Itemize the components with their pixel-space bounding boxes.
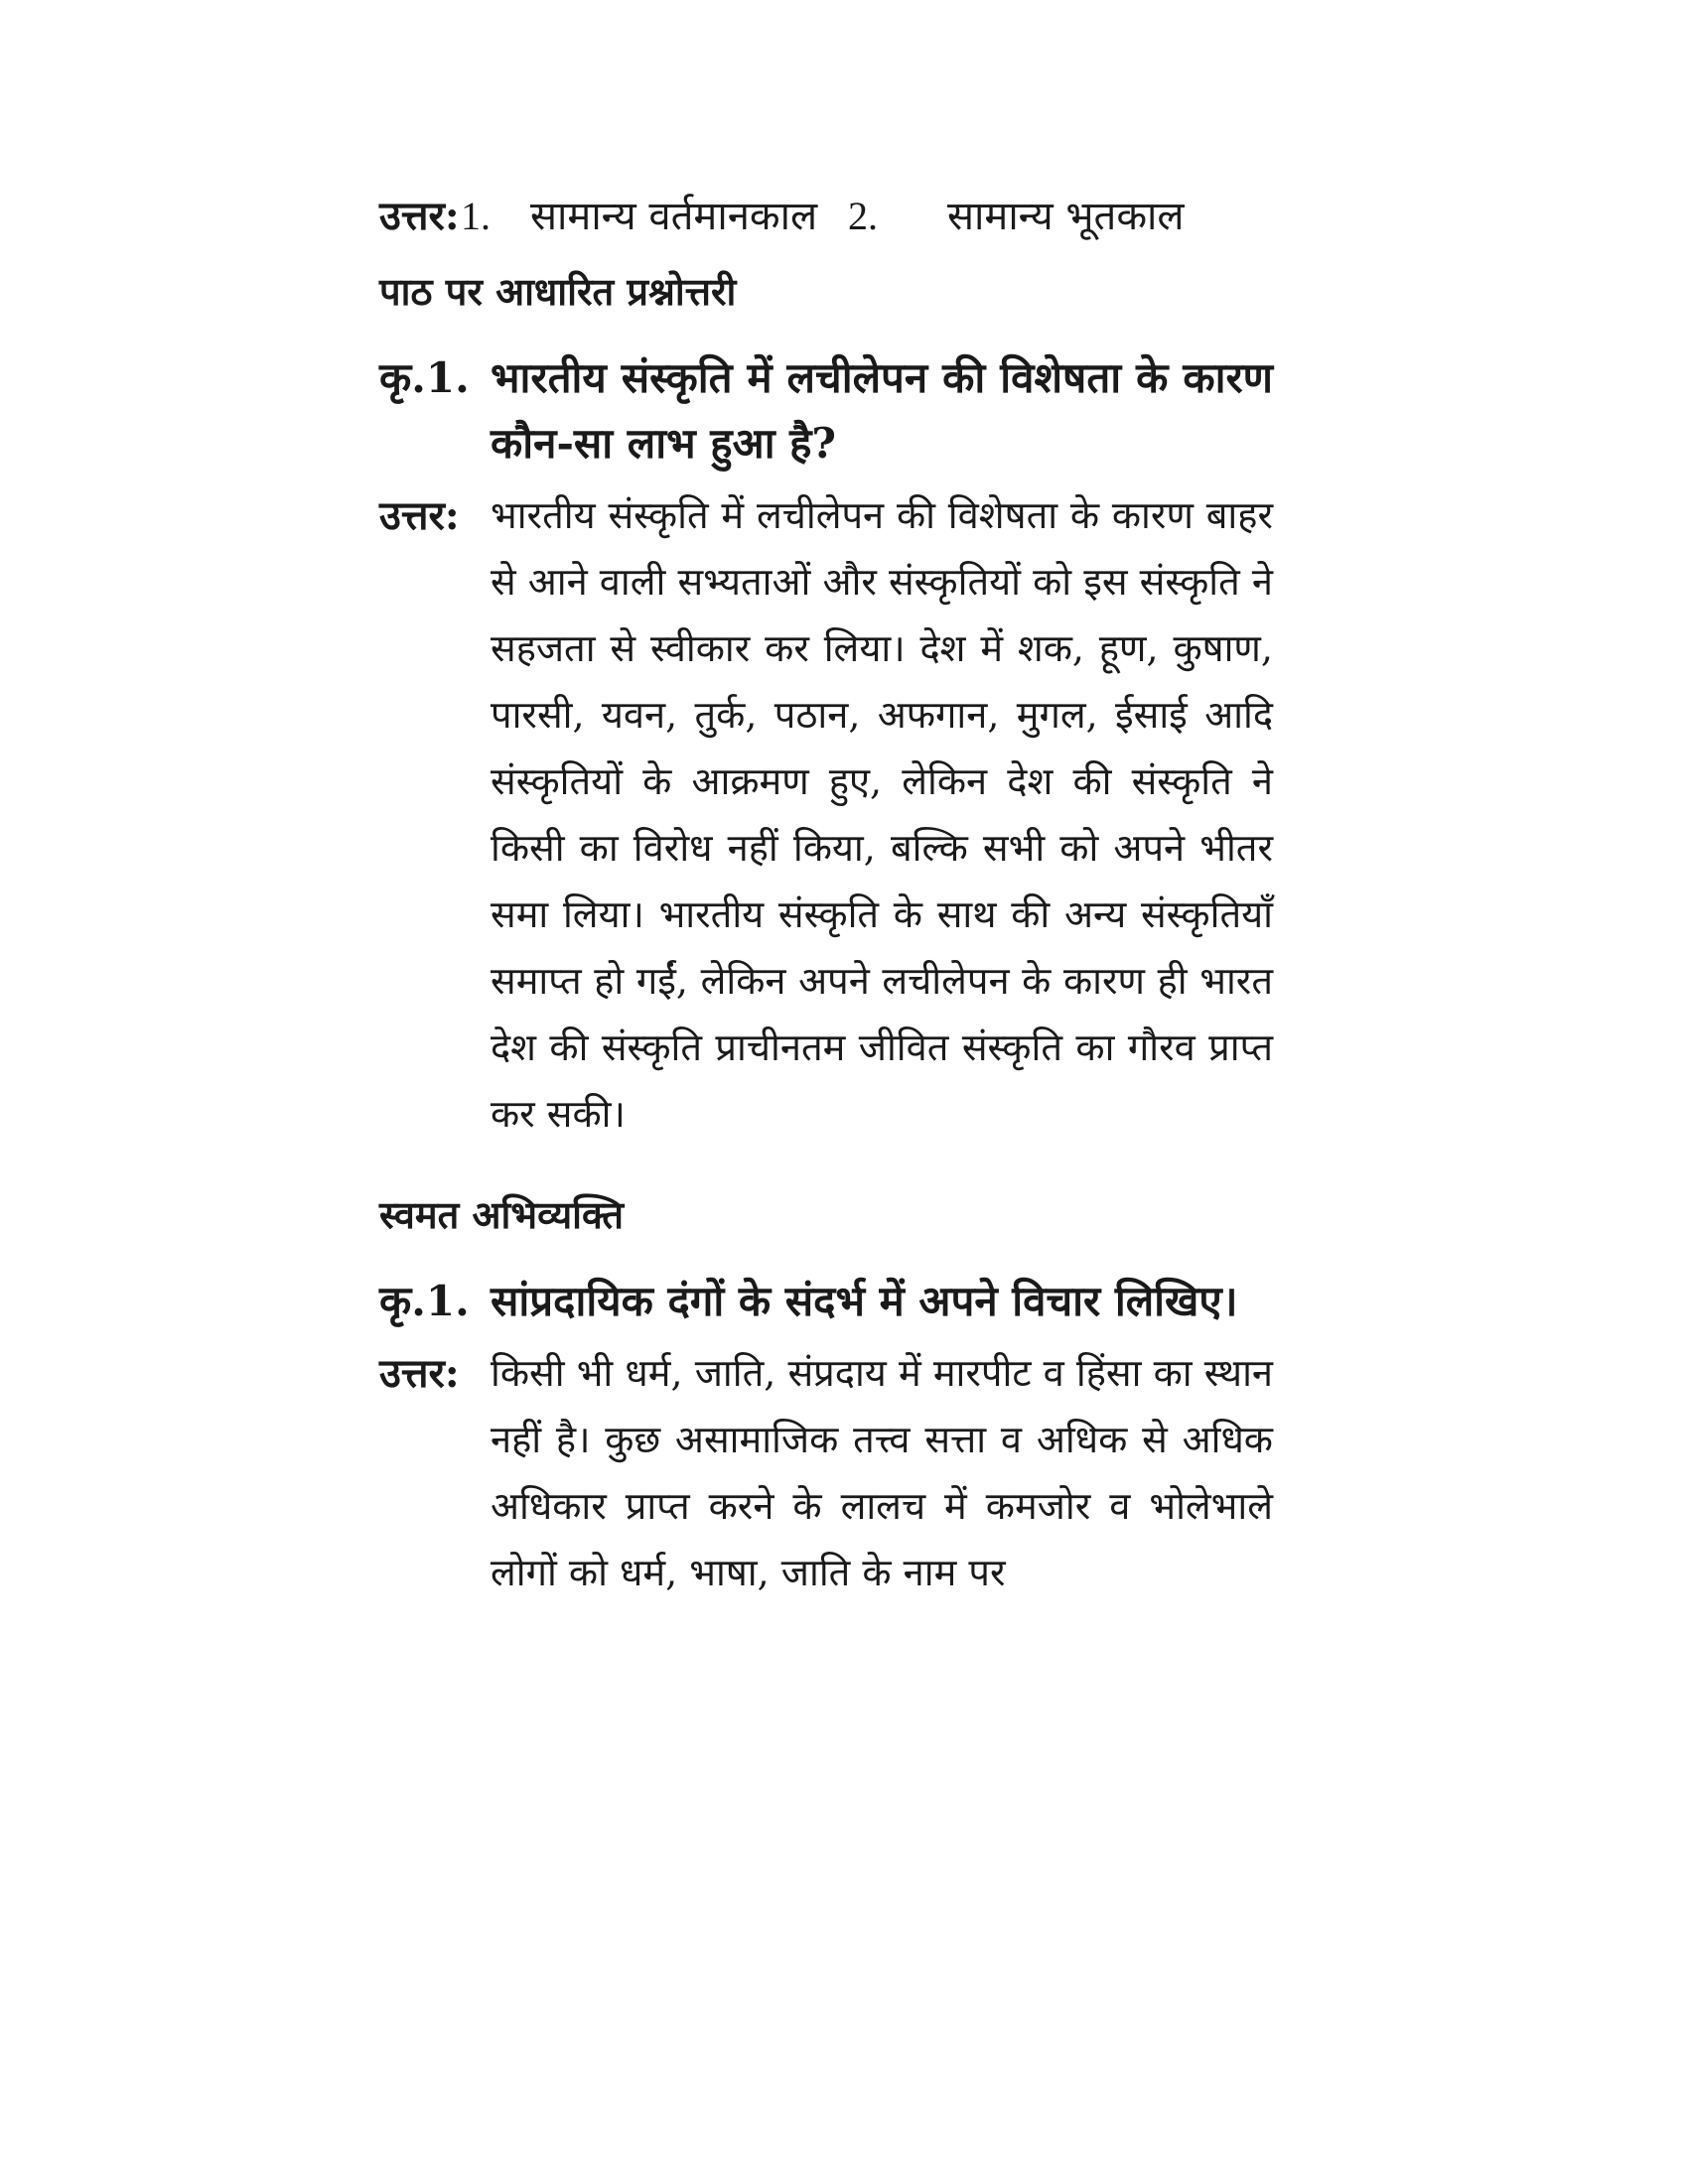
question-number: कृ.1. bbox=[379, 1277, 470, 1325]
section-heading-lesson-qa: पाठ पर आधारित प्रश्नोत्तरी bbox=[379, 269, 737, 314]
answer-text: भारतीय संस्कृति में लचीलेपन की विशेषता के कारण बाहर से आने वाली सभ्यताओं और संस्कृतियों को इस संस्कृति ने सहजता से स्वीकार कर लिया। देश में शक, हूण, कुषाण, पारसी, यवन, तुर्क, पठान, अफगान, मुगल, ईसाई आदि संस्कृतियों के आक्रमण हुए, लेकिन देश की संस्कृति ने किसी का विरोध नहीं किया, बल्कि सभी को अपने भीतर समा लिया। भारतीय संस्कृति के साथ की अन्य संस्कृतियाँ समाप्त हो गईं, लेकिन अपने लचीलेपन के कारण ही भारत देश की संस्कृति प्राचीनतम जीवित संस्कृति का गौरव प्राप्त कर सकी। bbox=[491, 493, 1273, 1136]
question-text: सांप्रदायिक दंगों के संदर्भ में अपने विचार लिखिए। bbox=[491, 1277, 1238, 1325]
question-1 bbox=[379, 345, 1273, 477]
question-text: भारतीय संस्कृति में लचीलेपन की विशेषता के कारण कौन-सा लाभ हुआ है? bbox=[491, 353, 1273, 468]
answer-item-2: सामान्य भूतकाल bbox=[947, 194, 1185, 239]
document-page bbox=[379, 189, 1273, 1606]
answer-label: उत्तर: bbox=[379, 1350, 460, 1397]
answer-1 bbox=[379, 482, 1273, 1148]
answer-label: उत्तर: bbox=[379, 492, 460, 539]
answer-2 bbox=[379, 1340, 1273, 1606]
answer-number-1: 1. bbox=[461, 194, 491, 238]
section-heading-self-expression: स्वमत अभिव्यक्ति bbox=[379, 1192, 625, 1237]
answer-text: किसी भी धर्म, जाति, संप्रदाय में मारपीट व हिंसा का स्थान नहीं है। कुछ असामाजिक तत्त्व सत्ता व अधिक से अधिक अधिकार प्राप्त करने के लालच में कमजोर व भोलेभाले लोगों को धर्म, भाषा, जाति के नाम पर bbox=[491, 1351, 1273, 1594]
answer-item-1: सामान्य वर्तमानकाल bbox=[530, 194, 818, 239]
previous-answer-line bbox=[379, 189, 1273, 244]
answer-label: उत्तर: bbox=[379, 193, 460, 239]
answer-number-2: 2. bbox=[848, 194, 878, 238]
question-number: कृ.1. bbox=[379, 353, 470, 402]
question-2 bbox=[379, 1269, 1273, 1334]
